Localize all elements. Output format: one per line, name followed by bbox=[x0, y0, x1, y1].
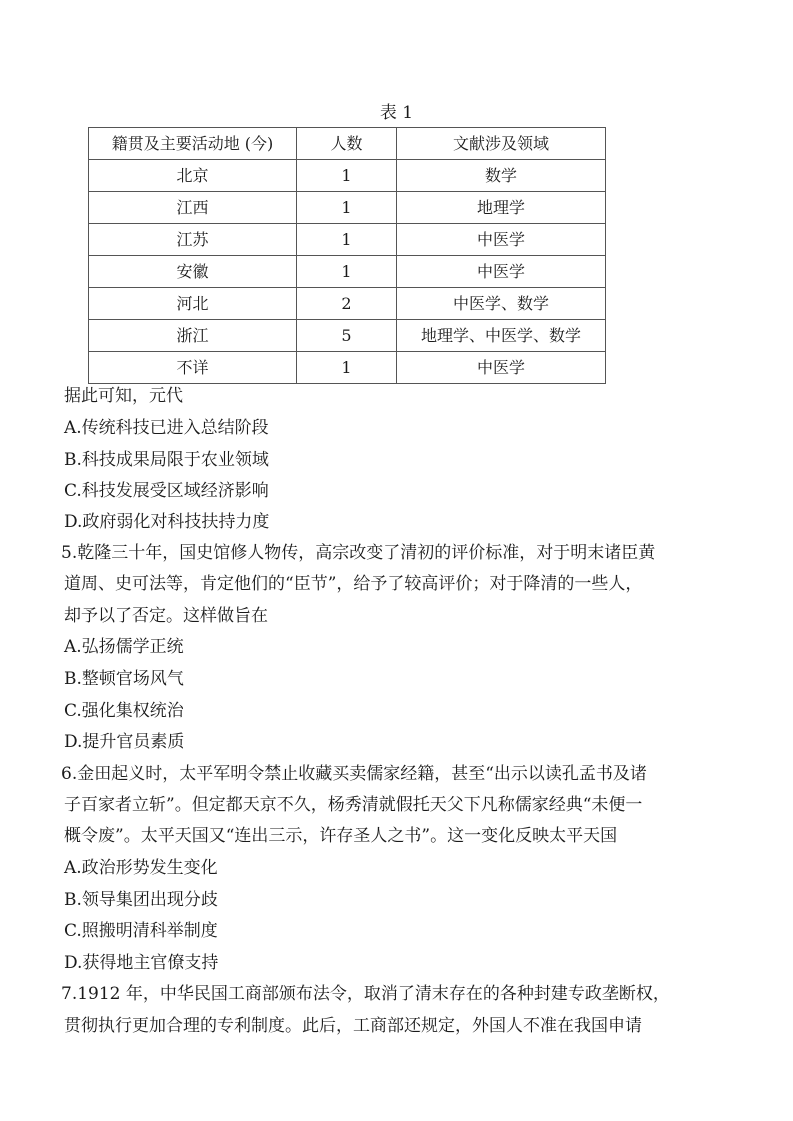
table-cell: 5 bbox=[297, 320, 397, 352]
table-header-row bbox=[89, 128, 606, 160]
table-cell: 浙江 bbox=[89, 320, 297, 352]
table-cell: 中医学、数学 bbox=[397, 288, 606, 320]
table-cell: 中医学 bbox=[397, 352, 606, 384]
column-header: 文献涉及领域 bbox=[397, 128, 606, 160]
table-row bbox=[89, 224, 606, 256]
table-row bbox=[89, 320, 606, 352]
table-cell: 地理学、中医学、数学 bbox=[397, 320, 606, 352]
table-cell: 2 bbox=[297, 288, 397, 320]
question-stem: 子百家者立斩”。但定都天京不久，杨秀清就假托天父下凡称儒家经典“未便一 bbox=[64, 795, 643, 815]
question-stem: 据此可知，元代 bbox=[64, 386, 183, 406]
question-stem: 贯彻执行更加合理的专利制度。此后，工商部还规定，外国人不准在我国申请 bbox=[64, 1016, 642, 1036]
answer-option: C.照搬明清科举制度 bbox=[64, 921, 218, 941]
column-header: 人数 bbox=[297, 128, 397, 160]
question-stem: 6.金田起义时，太平军明令禁止收藏买卖儒家经籍，甚至“出示以读孔孟书及诸 bbox=[61, 764, 647, 784]
answer-option: B.领导集团出现分歧 bbox=[64, 890, 218, 910]
table-row bbox=[89, 288, 606, 320]
table-cell: 1 bbox=[297, 256, 397, 288]
answer-option: A.弘扬儒学正统 bbox=[64, 637, 184, 657]
answer-option: D.提升官员素质 bbox=[64, 732, 185, 752]
table-row bbox=[89, 192, 606, 224]
table-row bbox=[89, 352, 606, 384]
answer-option: D.政府弱化对科技扶持力度 bbox=[64, 512, 270, 532]
question-stem: 5.乾隆三十年，国史馆修人物传，高宗改变了清初的评价标准，对于明末诸臣黄 bbox=[61, 543, 656, 563]
data-table bbox=[88, 127, 606, 384]
table-cell: 中医学 bbox=[397, 224, 606, 256]
table-cell: 江西 bbox=[89, 192, 297, 224]
question-stem: 概令废”。太平天国又“连出三示，许存圣人之书”。这一变化反映太平天国 bbox=[64, 826, 618, 846]
question-stem: 道周、史可法等，肯定他们的“臣节”，给予了较高评价；对于降清的一些人， bbox=[64, 574, 643, 594]
answer-option: D.获得地主官僚支持 bbox=[64, 953, 219, 973]
answer-option: C.科技发展受区域经济影响 bbox=[64, 481, 269, 501]
table-caption: 表 1 bbox=[379, 103, 414, 123]
table-cell: 江苏 bbox=[89, 224, 297, 256]
answer-option: A.传统科技已进入总结阶段 bbox=[64, 418, 269, 438]
answer-option: B.科技成果局限于农业领域 bbox=[64, 450, 269, 470]
table-cell: 1 bbox=[297, 192, 397, 224]
table-cell: 地理学 bbox=[397, 192, 606, 224]
table-cell: 不详 bbox=[89, 352, 297, 384]
table-row bbox=[89, 160, 606, 192]
table-cell: 中医学 bbox=[397, 256, 606, 288]
table-cell: 安徽 bbox=[89, 256, 297, 288]
answer-option: B.整顿官场风气 bbox=[64, 669, 184, 689]
table-row bbox=[89, 256, 606, 288]
answer-option: A.政治形势发生变化 bbox=[64, 858, 218, 878]
table-cell: 河北 bbox=[89, 288, 297, 320]
table-cell: 北京 bbox=[89, 160, 297, 192]
table-cell: 1 bbox=[297, 352, 397, 384]
answer-option: C.强化集权统治 bbox=[64, 701, 184, 721]
column-header: 籍贯及主要活动地 (今) bbox=[89, 128, 297, 160]
table-cell: 1 bbox=[297, 224, 397, 256]
table-cell: 数学 bbox=[397, 160, 606, 192]
table-cell: 1 bbox=[297, 160, 397, 192]
question-stem: 却予以了否定。这样做旨在 bbox=[64, 606, 268, 626]
question-stem: 7.1912 年，中华民国工商部颁布法令，取消了清末存在的各种封建专政垄断权， bbox=[61, 984, 670, 1004]
